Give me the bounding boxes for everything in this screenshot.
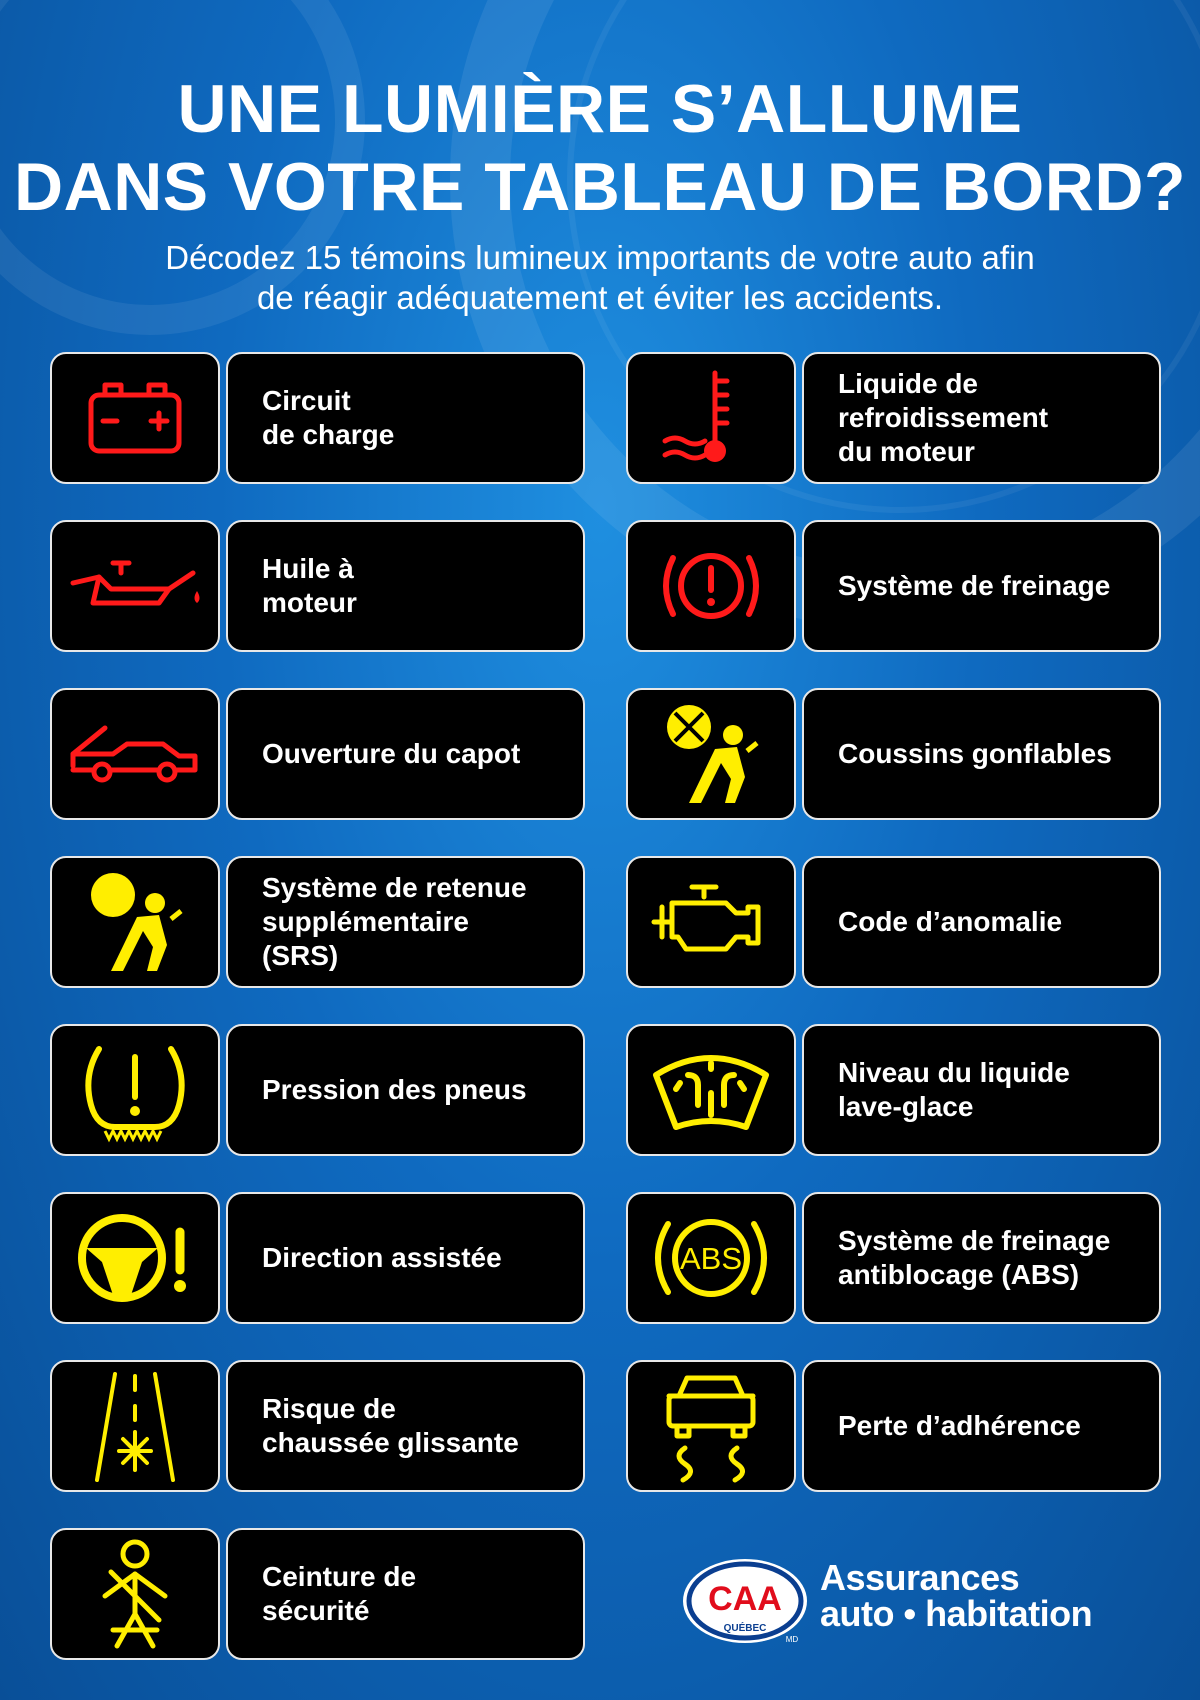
srs-airbag-icon [50,856,220,988]
warning-card [50,1192,585,1328]
airbag-off-icon [626,688,796,820]
warning-label: Système de freinage antiblocage (ABS) [802,1192,1161,1324]
warning-card [626,688,1161,824]
warning-card [50,352,585,488]
warning-label: Système de retenue supplémentaire (SRS) [226,856,585,988]
warning-label: Ouverture du capot [226,688,585,820]
icy-road-icon [50,1360,220,1492]
washer-fluid-icon [626,1024,796,1156]
warning-label: Direction assistée [226,1192,585,1324]
warning-label: Système de freinage [802,520,1161,652]
warning-card [626,1360,1161,1496]
warning-label: Ceinture de sécurité [226,1528,585,1660]
warning-label: Huile à moteur [226,520,585,652]
caa-logo [680,1556,810,1646]
warning-label: Code d’anomalie [802,856,1161,988]
warning-label: Coussins gonflables [802,688,1161,820]
subtitle-line-1: Décodez 15 témoins lumineux importants de votre auto afin [165,239,1035,276]
battery-icon [50,352,220,484]
title-line-1: UNE LUMIÈRE S’ALLUME [177,71,1023,147]
power-steering-icon [50,1192,220,1324]
warning-label: Liquide de refroidissement du moteur [802,352,1161,484]
page-subtitle [0,238,1200,318]
svg-text:MD: MD [785,1635,799,1644]
oil-can-icon [50,520,220,652]
warning-card [50,1528,585,1664]
warning-card [626,1192,1161,1328]
warning-card [626,856,1161,992]
title-line-2: DANS VOTRE TABLEAU DE BORD? [13,149,1187,225]
traction-loss-icon [626,1360,796,1492]
warning-card [626,1024,1161,1160]
warning-card [50,1360,585,1496]
seatbelt-icon [50,1528,220,1660]
brand-name: Assurances auto • habitation [820,1557,1093,1634]
brake-warning-icon [626,520,796,652]
tire-pressure-icon [50,1024,220,1156]
warning-card [50,1024,585,1160]
warning-label: Circuit de charge [226,352,585,484]
svg-text:ABS: ABS [679,1241,743,1276]
svg-text:CAA: CAA [708,1580,782,1618]
svg-text:QUÉBEC: QUÉBEC [723,1623,767,1634]
warning-card [626,520,1161,656]
subtitle-line-2: de réagir adéquatement et éviter les accidents. [256,279,944,316]
page-title [0,70,1200,226]
caa-brand [680,1556,1100,1646]
warning-label: Risque de chaussée glissante [226,1360,585,1492]
warning-card [50,520,585,656]
hood-open-icon [50,688,220,820]
warning-label: Niveau du liquide lave-glace [802,1024,1161,1156]
warning-card [50,856,585,992]
abs-icon [626,1192,796,1324]
check-engine-icon [626,856,796,988]
warning-card [50,688,585,824]
warning-label: Pression des pneus [226,1024,585,1156]
warning-label: Perte d’adhérence [802,1360,1161,1492]
coolant-temperature-icon [626,352,796,484]
warning-card [626,352,1161,488]
